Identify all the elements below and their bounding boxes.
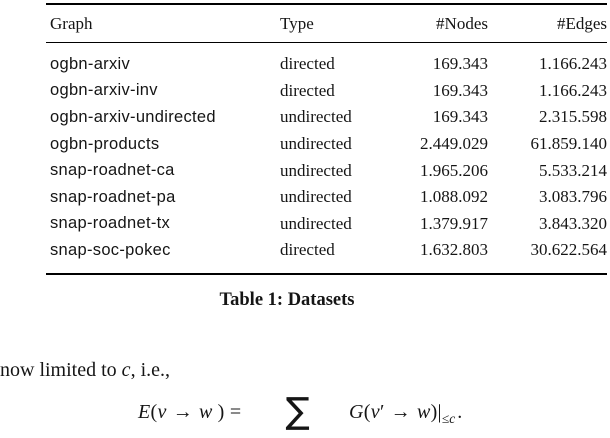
cell-graph: snap-soc-pokec — [50, 240, 171, 259]
column-header-type: Type — [280, 13, 314, 33]
table-row — [46, 51, 607, 78]
cell-nodes: 2.449.029 — [420, 134, 488, 154]
cell-type: directed — [280, 54, 335, 74]
equals-sign: ) = — [217, 401, 242, 423]
math-var-G: G — [349, 401, 364, 423]
math-var-v: v — [157, 401, 167, 423]
cell-nodes: 169.343 — [432, 80, 488, 100]
cell-type: undirected — [280, 107, 352, 127]
table-row — [46, 237, 607, 264]
datasets-table — [46, 3, 607, 275]
cell-graph: ogbn-arxiv — [50, 54, 131, 73]
equation — [138, 389, 463, 435]
cell-nodes: 169.343 — [432, 54, 488, 74]
subscript-leq-c — [442, 412, 455, 426]
cell-edges: 30.622.564 — [530, 240, 607, 260]
cell-nodes: 1.088.092 — [420, 187, 488, 207]
column-header-edges: #Edges — [556, 13, 607, 33]
table-row — [46, 184, 607, 211]
summation-symbol: ∑ — [285, 391, 311, 432]
cell-type: undirected — [280, 134, 352, 154]
cell-edges: 61.859.140 — [530, 134, 607, 154]
math-var-w: w — [199, 401, 213, 423]
cell-nodes: 1.965.206 — [420, 160, 488, 180]
cell-nodes: 169.343 — [432, 107, 488, 127]
cell-edges: 3.083.796 — [539, 187, 607, 207]
math-var-c: c — [449, 411, 456, 426]
prime-mark: ′ — [379, 401, 385, 423]
cell-graph: snap-roadnet-pa — [50, 187, 176, 206]
left-paren: ( — [363, 401, 371, 423]
table-row — [46, 157, 607, 184]
table-caption: Table 1: Datasets — [219, 290, 355, 310]
math-var-v-prime: v — [370, 401, 380, 423]
cell-edges: 3.843.320 — [539, 213, 607, 233]
math-var-c: c — [121, 359, 131, 381]
right-paren-bar: )| — [430, 401, 442, 423]
cell-graph: ogbn-products — [50, 134, 160, 153]
column-header-nodes: #Nodes — [436, 13, 488, 33]
period: . — [457, 401, 463, 423]
arrow-icon: → — [172, 401, 193, 423]
column-header-graph: Graph — [50, 13, 93, 33]
leq-sign: ≤ — [441, 411, 450, 426]
cell-type: directed — [280, 80, 335, 100]
cell-edges: 1.166.243 — [539, 54, 607, 74]
cell-type: undirected — [280, 213, 352, 233]
cell-nodes: 1.632.803 — [420, 240, 488, 260]
arrow-icon: → — [390, 401, 411, 423]
table-header-row — [46, 5, 607, 43]
cell-graph: ogbn-arxiv-undirected — [50, 107, 216, 126]
cell-edges: 2.315.598 — [539, 107, 607, 127]
cell-graph: ogbn-arxiv-inv — [50, 81, 158, 100]
body-text-suffix: , i.e., — [130, 359, 170, 381]
table-row — [46, 78, 607, 105]
table-row — [46, 211, 607, 238]
body-text-prefix: now limited to — [0, 359, 122, 381]
table-row — [46, 131, 607, 158]
cell-type: directed — [280, 240, 335, 260]
cell-graph: snap-roadnet-ca — [50, 161, 175, 180]
cell-type: undirected — [280, 187, 352, 207]
cell-nodes: 1.379.917 — [420, 213, 488, 233]
cell-edges: 5.533.214 — [539, 160, 607, 180]
cell-graph: snap-roadnet-tx — [50, 214, 171, 233]
table-row — [46, 104, 607, 131]
table-body — [46, 43, 607, 273]
body-text-line — [0, 356, 170, 384]
math-var-w: w — [416, 401, 431, 423]
cell-type: undirected — [280, 160, 352, 180]
left-paren: ( — [150, 401, 158, 423]
cell-edges: 1.166.243 — [539, 80, 607, 100]
math-var-E: E — [138, 401, 151, 423]
